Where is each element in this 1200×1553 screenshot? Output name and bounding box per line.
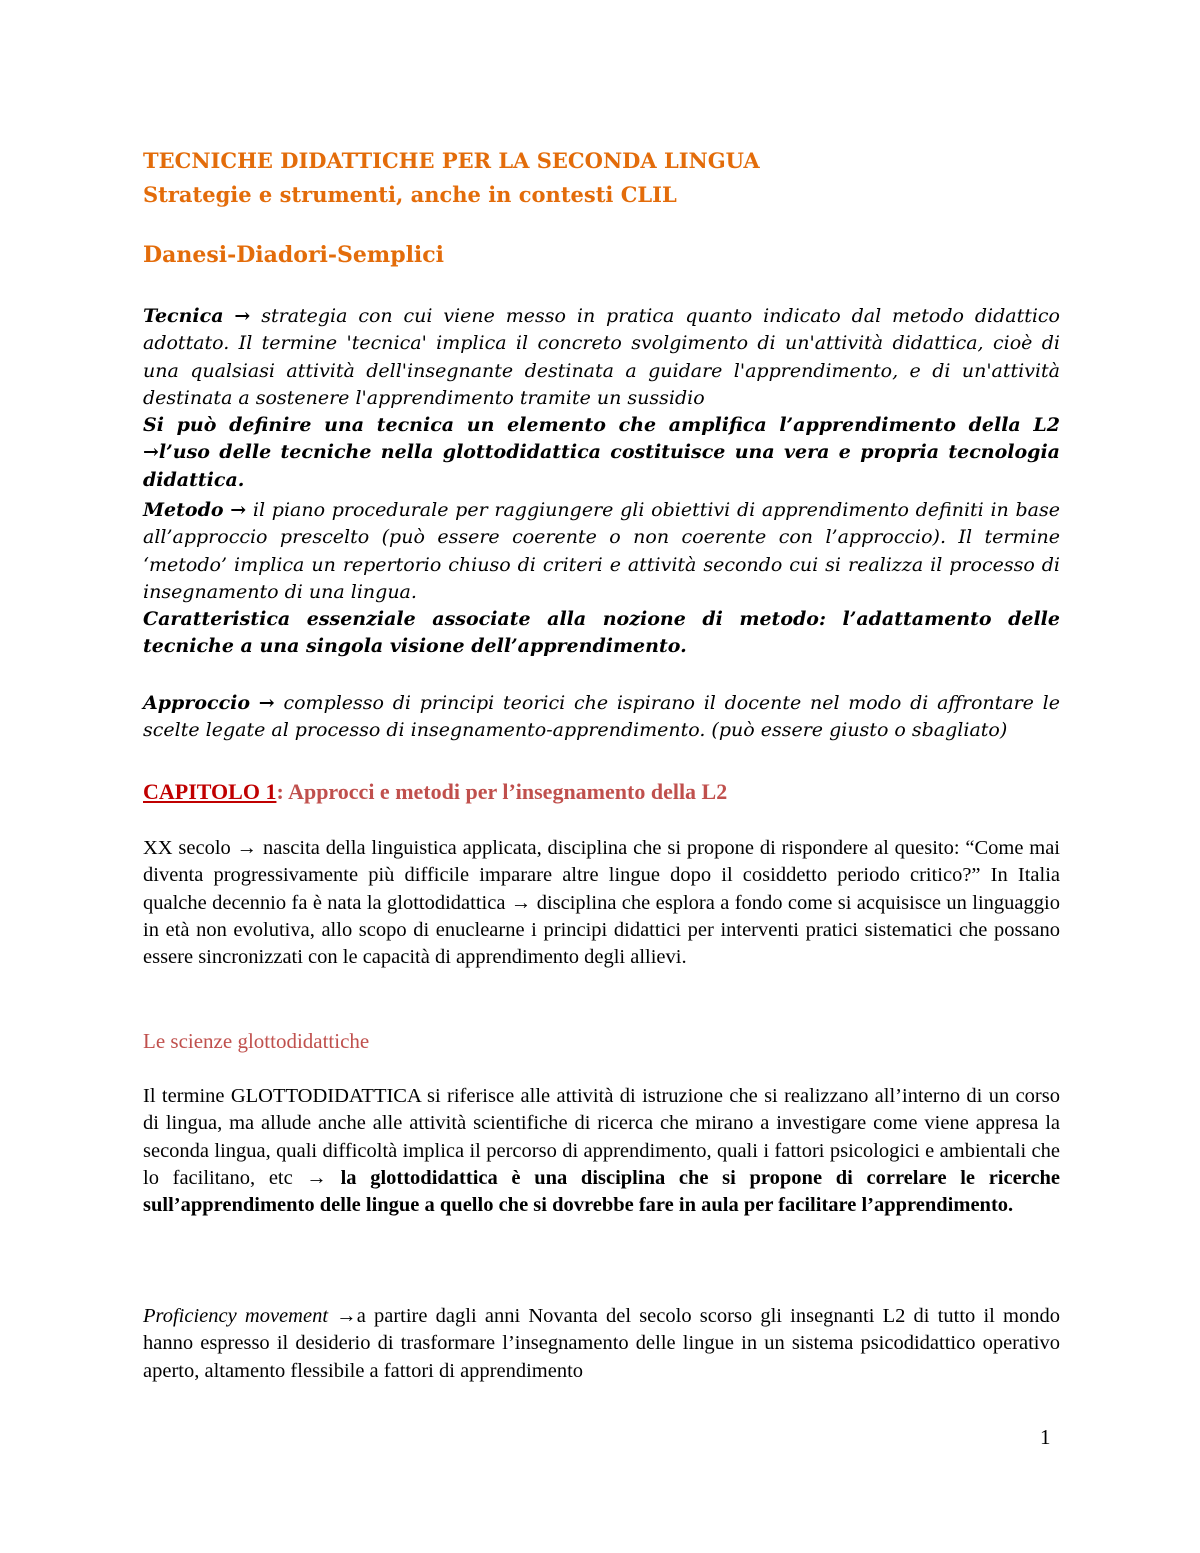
arrow-icon: → bbox=[336, 1305, 357, 1327]
document-title: TECNICHE DIDATTICHE PER LA SECONDA LINGUA bbox=[143, 148, 760, 173]
proficiency-paragraph bbox=[143, 1303, 1060, 1385]
chapter-heading bbox=[143, 777, 1060, 807]
tecnica-bold-2: l’uso delle tecniche nella glottodidattica costituisce una vera e propria tecnologia didattica. bbox=[143, 441, 1060, 491]
arrow-icon: → bbox=[258, 692, 275, 714]
glottodidattica-text: Il termine GLOTTODIDATTICA si riferisce alle attività di istruzione che si realizzano all’interno di un corso di lingua, ma allude anche alle attività scientifiche di ricerca che mirano a investigare come viene appresa la seconda lingua, quali difficoltà implica il percorso di apprendimento, quali i fattori psicologici e ambientali che lo facilitano, etc bbox=[143, 1085, 1060, 1189]
xx-secolo-text-2: disciplina che esplora a fondo come si acquisisce un linguaggio in età non evolutiva, allo scopo di enuclearne i principi didattici per interventi pratici sistematici che possano essere sincronizzati con le capacità di apprendimento degli allievi. bbox=[143, 891, 1060, 969]
proficiency-term: Proficiency movement bbox=[143, 1305, 337, 1327]
authors-line: Danesi-Diadori-Semplici bbox=[143, 242, 445, 268]
arrow-icon: → bbox=[143, 441, 159, 464]
tecnica-term: Tecnica bbox=[143, 305, 224, 327]
metodo-definition: il piano procedurale per raggiungere gli obiettivi di apprendimento definiti in base all’approccio prescelto (può essere coerente o non coerente con l’approccio). Il termine ‘metodo’ implica un repertorio chiuso di criteri e attività secondo cui si realizza il processo di insegnamento di una lingua. bbox=[143, 499, 1060, 603]
metodo-paragraph bbox=[143, 497, 1060, 661]
tecnica-definition: strategia con cui viene messo in pratica quanto indicato dal metodo didattico adottato. Il termine 'tecnica' implica il concreto svolgimento di un'attività didattica, cioè di una qualsiasi attività dell'insegnante destinata a guidare l'apprendimento, e di un'attività destinata a sostenere l'apprendimento tramite un sussidio bbox=[143, 305, 1060, 409]
chapter-label: CAPITOLO 1 bbox=[143, 779, 277, 804]
proficiency-text: a partire dagli anni Novanta del secolo scorso gli insegnanti L2 di tutto il mondo hanno espresso il desiderio di trasformare l’insegnamento delle lingue in un sistema psicodidattico operativo aperto, altamento flessibile a fattori di apprendimento bbox=[143, 1305, 1060, 1382]
tecnica-bold-1: Si può definire una tecnica un elemento che amplifica l’apprendimento della L2 bbox=[143, 414, 1060, 437]
arrow-icon: → bbox=[230, 499, 247, 521]
arrow-icon: → bbox=[234, 305, 251, 327]
page-number: 1 bbox=[1040, 1425, 1051, 1449]
xx-secolo-paragraph bbox=[143, 835, 1060, 971]
arrow-icon: → bbox=[306, 1166, 327, 1189]
metodo-bold: Caratteristica essenziale associate alla nozione di metodo: l’adattamento delle tecniche a una singola visione dell’apprendimento. bbox=[143, 608, 1060, 658]
arrow-icon: → bbox=[510, 891, 532, 914]
xx-secolo-text: nascita della linguistica applicata, disciplina che si propone di rispondere al quesito: “Come mai diventa progressivamente più difficile imparare altre lingue dopo il cosiddetto periodo critico?” In Italia qualche decennio fa è nata la glottodidattica bbox=[143, 837, 1060, 914]
document-subtitle: Strategie e strumenti, anche in contesti CLIL bbox=[143, 182, 677, 207]
glottodidattica-paragraph bbox=[143, 1083, 1060, 1219]
chapter-title: : Approcci e metodi per l’insegnamento della L2 bbox=[276, 779, 728, 804]
metodo-term: Metodo bbox=[143, 499, 224, 521]
glottodidattica-bold: la glottodidattica è una disciplina che si propone di correlare le ricerche sull’apprendimento delle lingue a quello che si dovrebbe fare in aula per facilitare l’apprendimento. bbox=[143, 1166, 1061, 1217]
tecnica-paragraph bbox=[143, 303, 1060, 494]
xx-secolo-lead: XX secolo bbox=[143, 837, 237, 859]
approccio-definition: complesso di principi teorici che ispirano il docente nel modo di affrontare le scelte legate al processo di insegnamento-apprendimento. (può essere giusto o sbagliato) bbox=[143, 692, 1061, 742]
arrow-icon: → bbox=[236, 837, 258, 859]
approccio-paragraph bbox=[143, 690, 1060, 745]
approccio-term: Approccio bbox=[143, 692, 251, 714]
section-heading: Le scienze glottodidattiche bbox=[143, 1029, 370, 1053]
